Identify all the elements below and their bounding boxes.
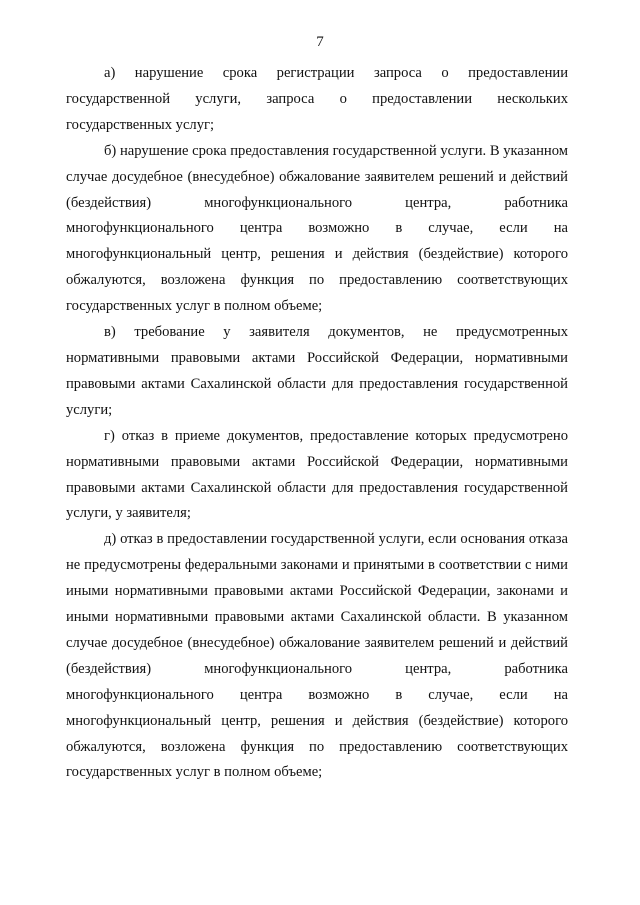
paragraph-a: а) нарушение срока регистрации запроса о предоставлении государственной услуги, запроса о предоставлении нескольких государственных услуг; [66,65,568,133]
document-body [66,61,568,786]
paragraph-g: г) отказ в приеме документов, предоставление которых предусмотрено нормативными правовыми актами Российской Федерации, нормативными правовыми актами Сахалинской области для предоставления государственной услуги, у заявителя; [66,427,568,522]
page-number: 7 [316,34,324,50]
paragraph-v: в) требование у заявителя документов, не предусмотренных нормативными правовыми актами Российской Федерации, нормативными правовыми актами Сахалинской области для предоставления государственной услуги; [66,324,568,418]
paragraph-d: д) отказ в предоставлении государственной услуги, если основания отказа не предусмотрены федеральными законами и принятыми в соответствии с ними иными нормативными правовыми актами Российской Федерации, законами и иными нормативными правовыми актами Сахалинской области. В указанном случае досудебное (внесудебное) обжалование заявителем решений и действий (бездействия) многофункционального центра, работника многофункционального центра возможно в случае, если на многофункциональный центр, решения и действия (бездействие) которого обжалуются, возложена функция по предоставлению соответствующих государственных услуг в полном объеме; [66,531,568,781]
paragraph-b: б) нарушение срока предоставления государственной услуги. В указанном случае досудебное (внесудебное) обжалование заявителем решений и действий (бездействия) многофункционального центра, работника многофункционального центра возможно в случае, если на многофункциональный центр, решения и действия (бездействие) которого обжалуются, возложена функция по предоставлению соответствующих государственных услуг в полном объеме; [66,142,568,315]
